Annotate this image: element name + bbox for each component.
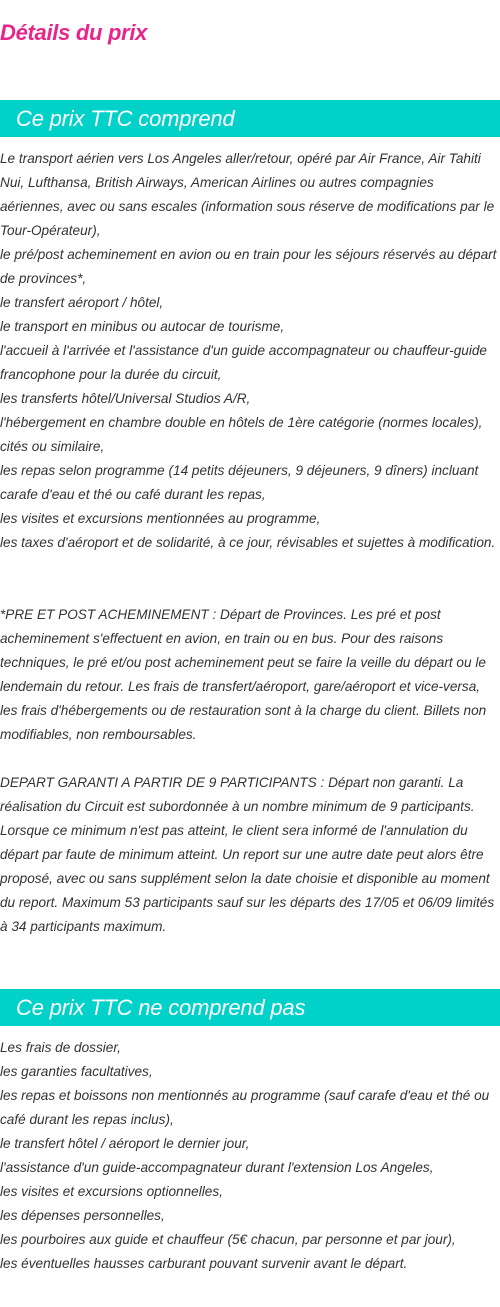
pre-post-acheminement-note: *PRE ET POST ACHEMINEMENT : Départ de Provinces. Les pré et post acheminement s'effectuent en avion, en train ou en bus. Pour des raisons techniques, le pré et/ou post acheminement peut se faire la veille du départ ou le lendemain du retour. Les frais de transfert/aéroport, gare/aéroport et vice-versa, les frais d'hébergements ou de restauration sont à la charge du client. Billets non modifiables, non remboursables. <box>0 607 487 742</box>
includes-item: le pré/post acheminement en avion ou en train pour les séjours réservés au départ de provinces*, <box>0 247 497 286</box>
includes-section-title: Ce prix TTC comprend <box>16 105 235 131</box>
includes-section-banner <box>0 100 500 137</box>
includes-item: les taxes d'aéroport et de solidarité, à ce jour, révisables et sujettes à modification. <box>0 535 496 550</box>
includes-item: les repas selon programme (14 petits déjeuners, 9 déjeuners, 9 dîners) incluant carafe d'eau et thé ou café durant les repas, <box>0 463 479 502</box>
excludes-item: l'assistance d'un guide-accompagnateur durant l'extension Los Angeles, <box>0 1160 434 1175</box>
excludes-item: les éventuelles hausses carburant pouvant survenir avant le départ. <box>0 1256 408 1271</box>
includes-list <box>0 147 500 555</box>
excludes-item: le transfert hôtel / aéroport le dernier jour, <box>0 1136 250 1151</box>
includes-item: Le transport aérien vers Los Angeles aller/retour, opéré par Air France, Air Tahiti Nui, Lufthansa, British Airways, American Airlines ou autres compagnies aériennes, avec ou sans escales (information sous réserve de modifications par le Tour-Opérateur), <box>0 151 495 238</box>
includes-item: le transfert aéroport / hôtel, <box>0 295 164 310</box>
page-title: Détails du prix <box>0 20 148 45</box>
excludes-section-banner <box>0 989 500 1026</box>
includes-item: le transport en minibus ou autocar de tourisme, <box>0 319 285 334</box>
excludes-item: Les frais de dossier, <box>0 1040 121 1055</box>
excludes-list <box>0 1036 500 1276</box>
excludes-item: les repas et boissons non mentionnés au programme (sauf carafe d'eau et thé ou café durant les repas inclus), <box>0 1088 490 1127</box>
includes-item: les visites et excursions mentionnées au programme, <box>0 511 321 526</box>
excludes-section-title: Ce prix TTC ne comprend pas <box>16 994 306 1020</box>
includes-item: l'accueil à l'arrivée et l'assistance d'un guide accompagnateur ou chauffeur-guide francophone pour la durée du circuit, <box>0 343 487 382</box>
excludes-item: les pourboires aux guide et chauffeur (5€ chacun, par personne et par jour), <box>0 1232 456 1247</box>
includes-item: l'hébergement en chambre double en hôtels de 1ère catégorie (normes locales), cités ou similaire, <box>0 415 483 454</box>
includes-item: les transferts hôtel/Universal Studios A/R, <box>0 391 251 406</box>
excludes-item: les visites et excursions optionnelles, <box>0 1184 223 1199</box>
depart-garanti-note: DEPART GARANTI A PARTIR DE 9 PARTICIPANTS : Départ non garanti. La réalisation du Circuit est subordonnée à un nombre minimum de 9 participants. Lorsque ce minimum n'est pas atteint, le client sera informé de l'annulation du départ par faute de minimum atteint. Un report sur une autre date peut alors être proposé, avec ou sans supplément selon la date choisie et disponible au moment du report. Maximum 53 participants sauf sur les départs des 17/05 et 06/09 limités à 34 participants maximum. <box>0 775 495 934</box>
excludes-item: les garanties facultatives, <box>0 1064 153 1079</box>
excludes-item: les dépenses personnelles, <box>0 1208 165 1223</box>
